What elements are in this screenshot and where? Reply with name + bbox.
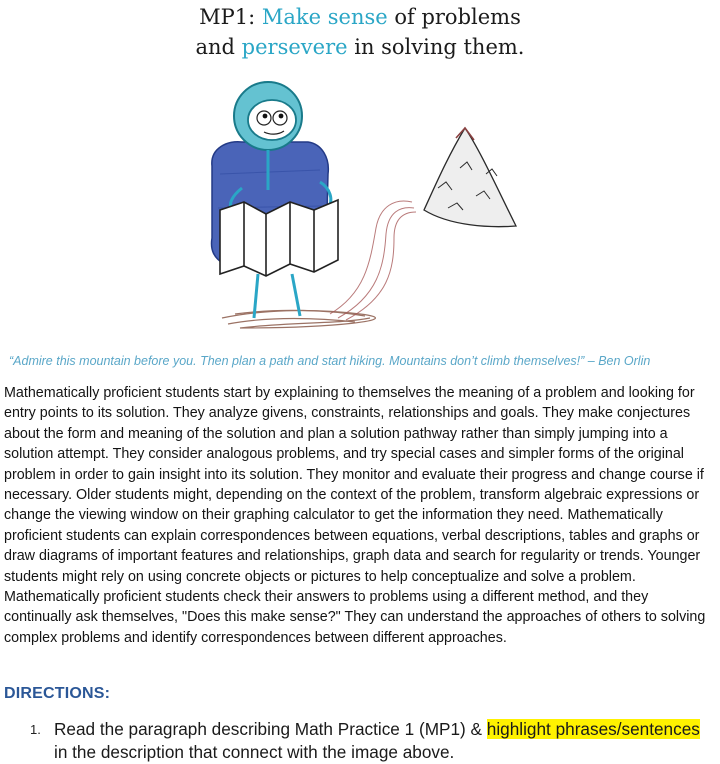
- step-number: 1.: [30, 722, 41, 737]
- mountain-icon: [424, 128, 516, 227]
- title-line-2-suffix: in solving them.: [347, 35, 525, 59]
- mp1-description-paragraph: Mathematically proficient students start by explaining to themselves the meaning of a problem and looking for entry points to its solution. They analyze givens, constraints, relationships and goals. They make conjectures about the form and meaning of the solution and plan a solution pathway rather than simply jumping into a solution attempt. They consider analogous problems, and try special cases and simpler forms of the original problem in order to gain insight into its solution. They monitor and evaluate their progress and change course if necessary. Older students might, depending on the context of the problem, transform algebraic expressions or change the viewing window on their graphing calculator to get the information they need. Mathematically proficient students can explain correspondences between equations, verbal descriptions, tables and graphs or draw diagrams of important features and relationships, graph data and search for regularity or trends. Younger students might rely on using concrete objects or pictures to help conceptualize and solve a problem. Mathematically proficient students check their answers to problems using a different method, and they continually ask themselves, "Does this make sense?" They can understand the approaches of others to solving complex problems and identify correspondences between different approaches.: [4, 385, 706, 646]
- step-text-before: Read the paragraph describing Math Practice 1 (MP1) &: [54, 719, 487, 739]
- title-line-1: [0, 2, 720, 32]
- winding-path: [330, 201, 416, 320]
- highlighted-instruction: highlight phrases/sentences: [486, 719, 700, 739]
- title-highlight-make-sense: Make sense: [261, 5, 388, 29]
- quote-caption: “Admire this mountain before you. Then plan a path and start hiking. Mountains don’t climb themselves!” – Ben Orlin: [9, 354, 651, 368]
- title-line-1-suffix: of problems: [387, 5, 521, 29]
- folded-map-icon: [220, 200, 338, 276]
- title-line-1-prefix: MP1:: [199, 5, 262, 29]
- title-line-2: [0, 32, 720, 62]
- step-text: [54, 718, 714, 764]
- title-highlight-persevere: persevere: [241, 35, 348, 59]
- title-line-2-prefix: and: [195, 35, 242, 59]
- directions-heading: DIRECTIONS:: [4, 685, 111, 702]
- step-text-after: in the description that connect with the image above.: [54, 742, 455, 762]
- hiker-head: [234, 82, 302, 150]
- hiker-with-map-and-mountain-drawing: [180, 78, 560, 340]
- page-title: [0, 2, 720, 62]
